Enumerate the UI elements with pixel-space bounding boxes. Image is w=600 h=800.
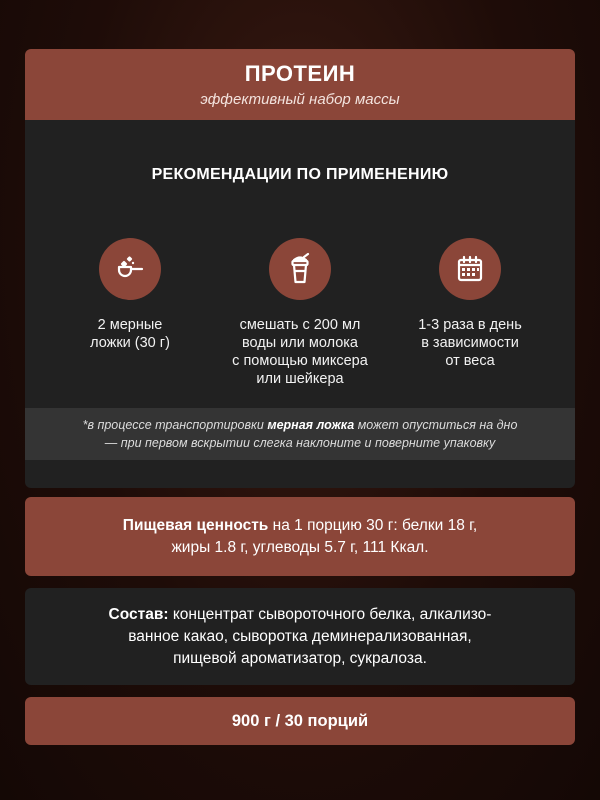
nutrition-line2: жиры 1.8 г, углеводы 5.7 г, 111 Ккал.: [171, 538, 429, 556]
step-frequency-text: 1-3 раза в день в зависимости от веса: [418, 317, 522, 369]
nutrition-label: Пищевая ценность: [122, 516, 269, 534]
weight-banner: [25, 697, 575, 745]
composition-line1: концентрат сывороточного белка, алкализо-: [168, 605, 492, 623]
product-subtitle: эффективный набор массы: [200, 91, 400, 108]
step-shake-text: смешать с 200 мл воды или молока с помощью миксера или шейкера: [232, 317, 368, 387]
composition-label: Состав:: [108, 605, 169, 623]
product-title: ПРОТЕИН: [244, 61, 356, 86]
note-text-end: может опуститься на дно: [354, 418, 518, 432]
composition-line2: ванное какао, сыворотка деминерализованная,: [128, 627, 472, 645]
step-scoop: [40, 238, 220, 352]
weight-text: 900 г / 30 порций: [231, 711, 369, 730]
usage-title: РЕКОМЕНДАЦИИ ПО ПРИМЕНЕНИЮ: [151, 166, 449, 183]
step-frequency: [380, 238, 560, 370]
note-text-bold: мерная ложка: [267, 418, 355, 432]
nutrition-panel: [25, 497, 575, 576]
step-shake: [210, 238, 390, 388]
transport-note: [25, 408, 575, 460]
note-text-line2: — при первом вскрытии слегка наклоните и поверните упаковку: [104, 436, 496, 450]
note-text-start: *в процессе транспортировки: [82, 418, 268, 432]
usage-panel: [25, 120, 575, 488]
shaker-bottle-icon: [269, 238, 331, 300]
composition-line3: пищевой ароматизатор, сукралоза.: [173, 649, 427, 667]
composition-panel: [25, 588, 575, 685]
header-banner: [25, 49, 575, 120]
nutrition-line1: на 1 порцию 30 г: белки 18 г,: [268, 516, 478, 534]
calendar-icon: [439, 238, 501, 300]
step-scoop-text: 2 мерные ложки (30 г): [90, 317, 170, 351]
measuring-scoop-icon: [99, 238, 161, 300]
